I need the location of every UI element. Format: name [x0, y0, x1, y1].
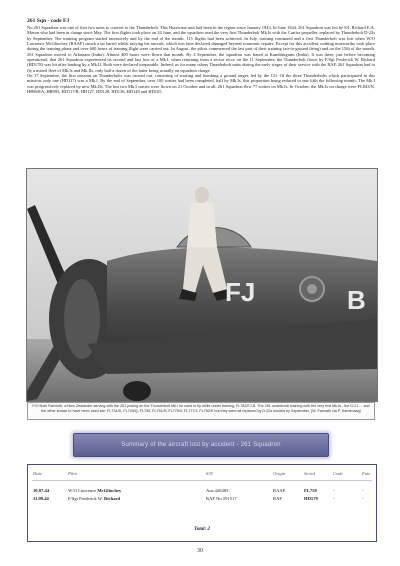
- header-serial: Serial: [304, 471, 315, 476]
- aircraft-photo: [26, 168, 378, 402]
- aircraft-photo-image: [27, 169, 377, 401]
- pilot-prefix: F/Sgt Frederick W.: [68, 496, 104, 501]
- cell-pilot: [68, 495, 120, 503]
- header-divider: [32, 480, 372, 481]
- cell-pilot: [68, 487, 121, 495]
- header-code: Code: [333, 471, 343, 476]
- fuselage-letter: B: [347, 285, 366, 315]
- header-pilot: Pilot: [68, 471, 77, 476]
- header-sn: S/N: [206, 471, 213, 476]
- pilot-surname: McGlinchey: [97, 488, 122, 493]
- cell-fate: -: [362, 488, 364, 493]
- cell-serial: HD178: [304, 496, 318, 501]
- cell-date: 10.07.44: [33, 488, 50, 493]
- summary-banner: [73, 433, 329, 457]
- body-text: [27, 25, 375, 94]
- page-number: 30: [197, 548, 203, 554]
- fuselage-code: FJ: [225, 277, 256, 307]
- pilot-prefix: W/O Lawrence: [68, 488, 98, 493]
- cell-sn: RAF No.591517: [206, 496, 237, 501]
- header-origin: Origin: [273, 471, 286, 476]
- header-fate: Fate: [362, 471, 371, 476]
- cell-date: 11.09.44: [33, 496, 49, 501]
- cell-serial: FL750: [304, 488, 317, 493]
- header-date: Date: [33, 471, 42, 476]
- pilot-surname: Richard: [104, 496, 121, 501]
- cell-sn: Aus.420483: [206, 488, 229, 493]
- section-title: 261 Sqn - code FJ: [27, 18, 70, 24]
- cell-code: -: [333, 496, 335, 501]
- losses-table: [27, 464, 377, 542]
- summary-title: Summary of the aircraft lost by accident - 261 Squadron: [121, 442, 281, 448]
- cell-origin: RAAF: [273, 488, 286, 493]
- table-row: [28, 487, 376, 495]
- cell-origin: RAF: [273, 496, 282, 501]
- photo-caption: F/O Noel Fairclotb, a New Zealander serving with the 261 posing on the Thunderbolt Mk.I he used to fly while under training, FL782/FJ-B. The 261 underbook training with the very first Mk.Is - the D-21 ... and the other known to have been used are: FL734/D, FL749/Q, FL755, FL751/H, FL775/V, FL777/J, FL782/K but they were all replaced by D-22s models by September. (W. Fairoath via P. Sarbimaag): [27, 402, 375, 420]
- table-header-row: [28, 470, 376, 478]
- table-row: [28, 495, 376, 503]
- paragraph: On 17 September, the first mission on Thunderbolts was carried out, consisting of strafing and bombing a ground target, led by the CO. Of the three Thunderbolts which participated in this mission, only one (HD117) was a Mk.I. By the end of September, over 100 sorties had been completed, half by Mk.Is, this proportion being reduced to one fifth the following month. The Mk.I was progressively replaced by new Mk.IIs. The last two Mk.I sorties were flown on 21 October and in all, 261 Squadron flew 77 sorties on Mk.Is. In October, the Mk.Is on charge were FL843/N, HB968/A, HB993, HD117/B, HD127, HD128, HD136, HD149 and HD165.: [27, 73, 375, 95]
- paragraph: No.261 Squadron was one of first two units to convert to the Thunderbolt. This Hurricane unit had been in the region since January 1943. In June 1944, 261 Squadron was led by S/L Richard E.A. Mason who had been in charge since May. The first flights took place on 24 June, and the squadron used the very first Thunderbolt Mk.Is with the Curtiss propeller, replaced by Thunderbolt D-22s by September. The training program started intensively and by the end of the month, 115 flights had been achieved. In July, training continued and a first Thunderbolt was lost when W/O Lawrence McGlinchey (RAAF) struck a tar barrel whilst taxying his aircraft, which was later declared damaged beyond economic repairs. Except for this accident, nothing noteworthy took place during the training phase and over 600 hours of training flight were carried out. In August, the pilots commenced the last part of their training (air-to-ground firing) and on the 15th of the month, 261 Squadron moved to Arkonam (India). Almost 400 hours were flown that month. By 2 September, the squadron was based at Kumbhirgram (India). It was there, just before becoming operational, that 261 Squadron experienced its second and last loss of a Mk.I, when returning from a sector recce on the 11 September, the Thunderbolt flown by F/Sgt Frederick W. Richard (HD178) was hit after landing by a Mk.II. Both were declared irreparable. Indeed, as for many others Thunderbolt units during the early stages of their service with the RAF, 261 Squadron had to fly a mixed fleet of Mk.Is and Mk.IIs, only half a dozen of the latter being actually on squadron charge.: [27, 25, 375, 73]
- cell-code: -: [333, 488, 335, 493]
- cell-fate: -: [362, 496, 364, 501]
- table-total: Total: 2: [194, 527, 210, 532]
